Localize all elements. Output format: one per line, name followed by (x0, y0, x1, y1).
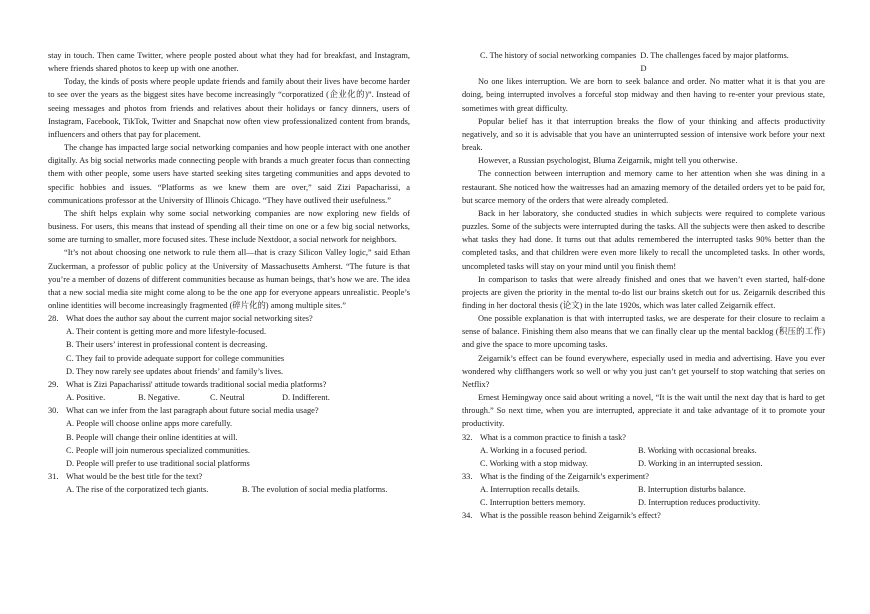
question-stem: What is Zizi Papacharissi' attitude towards traditional social media platforms? (66, 379, 327, 389)
paragraph: Back in her laboratory, she conducted studies in which subjects were required to complete various puzzles. Some of the subjects were interrupted during the tasks. All the subjects were then asked to describe what tasks they had done. It turns out that adults remembered the interrupted tasks 90% better than the completed tasks, and that children were even more likely to recall the uncompleted tasks. In other words, uncompleted tasks will stay on your mind until you finish them! (462, 208, 825, 271)
option: B. Their users’ interest in professional content is decreasing. (66, 340, 268, 350)
paragraph: Popular belief has it that interruption breaks the flow of your thinking and affects productivity negatively, and so it is advisable that you have an uninterrupted session of intensive work before your next break. (462, 116, 825, 153)
paragraph: Ernest Hemingway once said about writing a novel, “It is the wait until the next day that is hard to get through.” So next time, when you are interrupted, appreciate it and take advantage of it to promote your productivity. (462, 393, 825, 429)
option: A. Interruption recalls details. (480, 485, 580, 495)
question-number: 29. (48, 379, 59, 389)
paragraph: The change has impacted large social networking companies and how people interact with one another digitally. As big social networks made connecting people with brands a much greater focus than connecting them with other people, some users have started seeking sites targeting communities and apps devoted to specific hobbies and issues. “Platforms as we knew them are over,” said Zizi Papacharissi, a communications professor at the University of Illinois Chicago. “They have outlived their usefulness.” (48, 143, 410, 205)
question-stem: What can we infer from the last paragraph about future social media usage? (66, 406, 319, 416)
section-heading: D (640, 64, 647, 74)
question-number: 32. (462, 432, 473, 442)
question-34 (462, 509, 825, 522)
question-31-continued (462, 49, 825, 62)
option: D. The challenges faced by major platforms. (640, 51, 789, 60)
option: D. Working in an interrupted session. (638, 458, 763, 468)
option: A. Their content is getting more and more lifestyle-focused. (66, 327, 267, 337)
option: D. Interruption reduces productivity. (638, 498, 761, 508)
paragraph: Zeigarnik’s effect can be found everywhere, especially used in media and advertising. Have you ever wondered why cliffhangers work so well or why you just can’t get yourself to stop watching that series on Netflix? (462, 353, 825, 389)
paragraph: One possible explanation is that with interrupted tasks, we are desperate for their closure to reclaim a sense of balance. Finishing them also means that we can finally clear up the mental backlog (积压的工作) and give the space to more upcoming tasks. (462, 314, 825, 350)
question-number: 28. (48, 314, 59, 324)
paragraph: In comparison to tasks that were already finished and ones that we haven’t even started, half-done projects are given the priority in the mental to-do list our brains sketch out for us. Zeigarnik described this finding in her doctoral thesis (论文) in the late 1920s, which was later called Zeigarnik effect. (462, 274, 825, 310)
option: C. The history of social networking companies (480, 51, 637, 60)
option: B. People will change their online identities at will. (66, 432, 238, 442)
option: D. Indifferent. (282, 393, 330, 403)
option: A. The rise of the corporatized tech giants. (66, 485, 209, 495)
option: B. The evolution of social media platforms. (242, 485, 388, 495)
question-stem: What does the author say about the current major social networking sites? (66, 314, 313, 324)
option: A. People will choose online apps more carefully. (66, 419, 233, 429)
left-column (48, 49, 410, 496)
paragraph: The connection between interruption and memory came to her attention when she was dining in a restaurant. She noticed how the waitresses had an amazing memory of the detailed orders yet to be paid for, but scarce memory of the orders that were already completed. (462, 169, 825, 205)
option: C. Neutral (210, 393, 245, 403)
question-31 (48, 470, 410, 496)
question-stem: What is the finding of the Zeigarnik’s experiment? (480, 472, 649, 481)
paragraph: However, a Russian psychologist, Bluma Zeigarnik, might tell you otherwise. (478, 156, 738, 166)
question-stem: What is a common practice to finish a task? (480, 432, 626, 442)
paragraph: No one likes interruption. We are born to seek balance and order. No matter what it is that you are doing, being interrupted involves a forceful stop midway and then having to re-enter your previous state, sometimes with great difficulty. (462, 77, 825, 113)
paragraph: stay in touch. Then came Twitter, where people posted about what they had for breakfast, and Instagram, where friends shared photos to keep up with one another. (48, 51, 410, 74)
question-33 (462, 470, 825, 509)
question-stem: What would be the best title for the text? (66, 472, 203, 481)
question-28 (48, 312, 410, 378)
question-32 (462, 431, 825, 470)
question-29 (48, 378, 410, 404)
right-column (462, 49, 825, 523)
question-stem: What is the possible reason behind Zeigarnik’s effect? (480, 511, 661, 521)
option: C. Working with a stop midway. (480, 458, 588, 468)
question-number: 33. (462, 472, 473, 481)
option: C. Interruption betters memory. (480, 498, 586, 508)
paragraph: Today, the kinds of posts where people update friends and family about their lives have become harder to see over the years as the biggest sites have become increasingly “corporatized (企业化的)”. Instead of seeing messages and photos from friends and relatives about their holidays or fancy dinners, users of Instagram, Facebook, TikTok, Twitter and Snapchat now often view professionalized content from brands, influencers and others that pay for placement. (48, 77, 410, 139)
option: D. People will prefer to use traditional social platforms (66, 458, 250, 468)
option: C. People will join numerous specialized communities. (66, 445, 250, 455)
question-number: 31. (48, 472, 59, 481)
option: A. Working in a focused period. (480, 445, 587, 455)
option: B. Negative. (138, 393, 180, 403)
option: C. They fail to provide adequate support for college communities (66, 353, 285, 363)
question-number: 34. (462, 511, 473, 521)
option: A. Positive. (66, 393, 106, 403)
option: B. Interruption disturbs balance. (638, 485, 746, 495)
paragraph: “It’s not about choosing one network to rule them all—that is crazy Silicon Valley logic,” said Ethan Zuckerman, a professor of public policy at the University of Massachusetts Amherst. “The future is that you’re a member of dozens of different communities because as human beings, that’s how we are. The idea that a new social media site might come along to be the one app for everyone appears unrealistic. People’s online identities will become increasingly fragmented (碎片化的) among multiple sites.” (48, 248, 410, 310)
question-30 (48, 404, 410, 470)
option: B. Working with occasional breaks. (638, 445, 757, 455)
paragraph: The shift helps explain why some social networking companies are now exploring new fields of business. For users, this means that instead of spending all their time on one or a few big social networks, some are turning to smaller, more focused sites. These include Nextdoor, a social network for neighbors. (48, 208, 410, 245)
question-number: 30. (48, 406, 59, 416)
option: D. They now rarely see updates about friends’ and family’s lives. (66, 366, 284, 376)
